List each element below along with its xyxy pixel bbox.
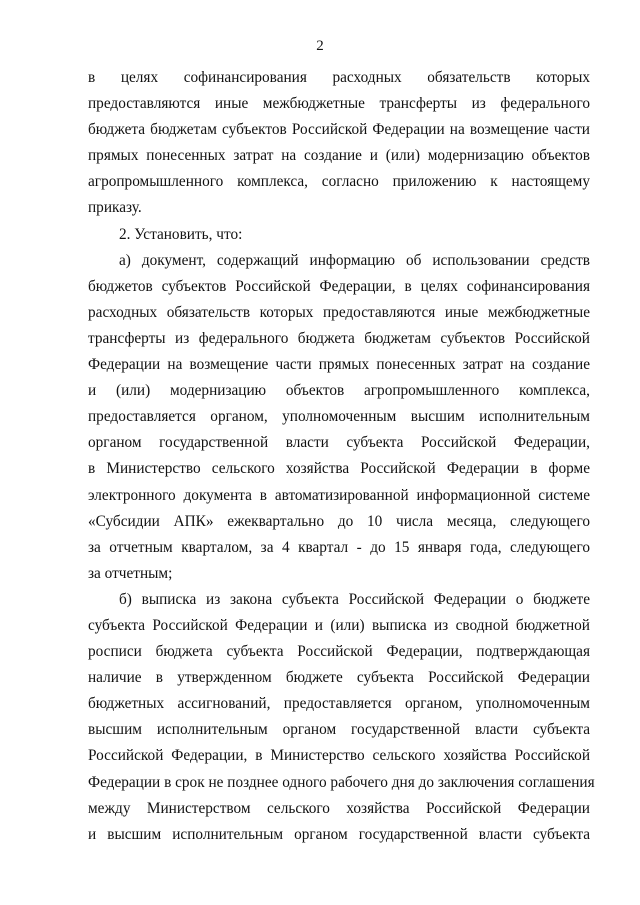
text-line: а) документ, содержащий информацию об использовании средств — [119, 251, 590, 269]
text-line: росписи бюджета субъекта Российской Федерации, подтверждающая — [88, 643, 590, 661]
text-line: бюджета бюджетам субъектов Российской Федерации на возмещение части — [88, 121, 590, 139]
text-line: Федерации на возмещение части прямых понесенных затрат на создание — [88, 356, 590, 374]
text-line: расходных обязательств которых предоставляются иные межбюджетные — [88, 303, 590, 321]
text-line: агропромышленного комплекса, согласно приложению к настоящему — [88, 173, 590, 191]
text-line: трансферты из федерального бюджета бюджетам субъектов Российской — [88, 329, 590, 347]
text-line: «Субсидии АПК» ежеквартально до 10 числа месяца, следующего — [88, 512, 590, 530]
text-line: предоставляются иные межбюджетные трансферты из федерального — [88, 95, 590, 113]
text-line: Федерации в срок не позднее одного рабочего дня до заключения соглашения — [88, 773, 595, 791]
text-line: электронного документа в автоматизированной информационной системе — [88, 486, 590, 504]
text-line: за отчетным; — [88, 564, 173, 582]
text-line: субъекта Российской Федерации и (или) выписка из сводной бюджетной — [88, 616, 590, 634]
text-line: и высшим исполнительным органом государственной власти субъекта — [88, 825, 590, 843]
text-line: в целях софинансирования расходных обязательств которых — [88, 69, 590, 86]
text-line: приказу. — [88, 199, 142, 217]
text-line: бюджетных ассигнований, предоставляется органом, уполномоченным — [88, 695, 590, 713]
text-line: прямых понесенных затрат на создание и (или) модернизацию объектов — [88, 147, 590, 165]
text-line: наличие в утвержденном бюджете субъекта Российской Федерации — [88, 669, 590, 687]
text-line: в Министерство сельского хозяйства Российской Федерации в форме — [88, 460, 590, 478]
text-line: за отчетным кварталом, за 4 квартал - до 15 января года, следующего — [88, 538, 590, 556]
text-line: Российской Федерации, в Министерство сельского хозяйства Российской — [88, 747, 590, 765]
text-line: и (или) модернизацию объектов агропромышленного комплекса, — [88, 382, 590, 400]
page-number: 2 — [316, 38, 324, 54]
text-line: предоставляется органом, уполномоченным высшим исполнительным — [88, 408, 590, 426]
text-line: бюджетов субъектов Российской Федерации, в целях софинансирования — [88, 277, 590, 295]
text-line: между Министерством сельского хозяйства Российской Федерации — [88, 799, 590, 817]
document-body — [88, 65, 595, 848]
text-line: б) выписка из закона субъекта Российской Федерации о бюджете — [119, 590, 590, 608]
text-line: высшим исполнительным органом государственной власти субъекта — [88, 721, 590, 739]
text-line: 2. Установить, что: — [119, 225, 243, 243]
text-line: органом государственной власти субъекта Российской Федерации, — [88, 434, 590, 452]
